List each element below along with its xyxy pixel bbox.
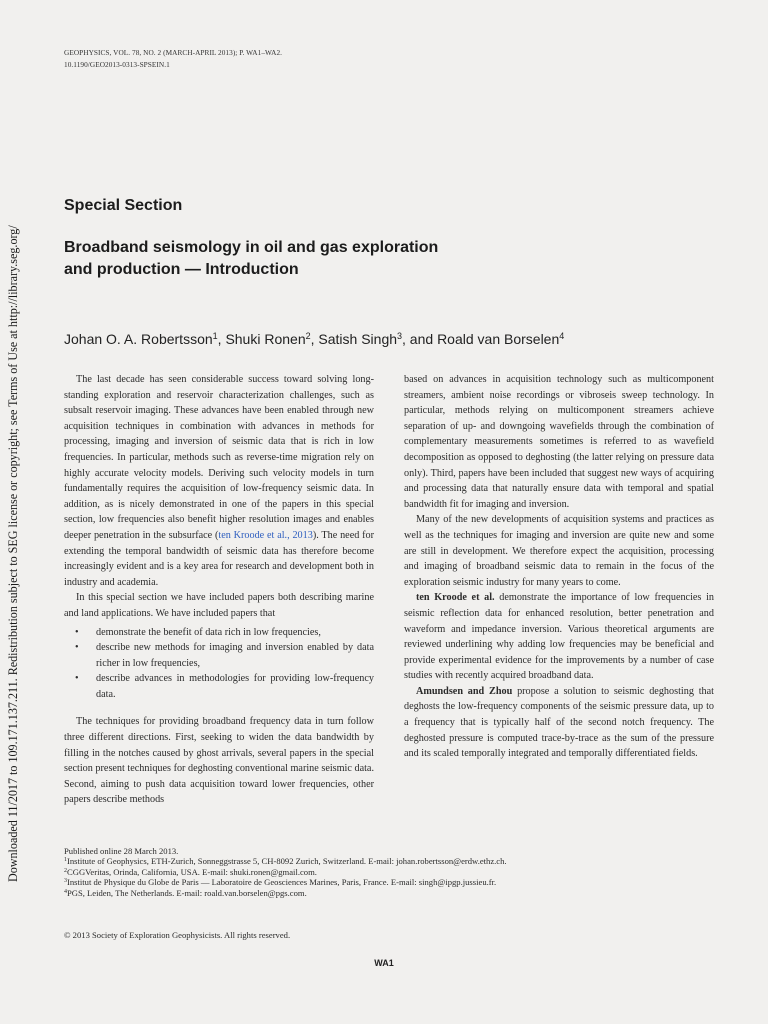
paragraph: The techniques for providing broadband frequency data in turn follow three different directions. First, seeking to widen the data bandwidth by filling in the notches caused by ghost arrivals, several papers in the special section present techniques for deghosting conventional marine seismic data. Second, aiming to push data acquisition toward lower frequencies, other papers describe methods	[64, 716, 374, 806]
footnote-mark: 1	[64, 857, 67, 864]
paragraph-text: ). The need for extending the temporal bandwidth of seismic data has therefore become increasingly evident and is a key area for research and development both in industry and academia.	[64, 529, 375, 588]
footnote	[64, 877, 724, 887]
publication-date: Published online 28 March 2013.	[64, 846, 179, 856]
paragraph	[404, 590, 714, 684]
citation-link[interactable]: ten Kroode et al., 2013	[218, 529, 313, 541]
author-name: Satish Singh	[318, 331, 398, 347]
download-notice-text: Downloaded 11/2017 to 109.171.137.211. Redistribution subject to SEG license or copyright; see Terms of Use at http://library.seg.org/	[6, 225, 20, 882]
bullet-marker: •	[75, 642, 79, 654]
journal-citation: GEOPHYSICS, VOL. 78, NO. 2 (MARCH-APRIL 2013); P. WA1–WA2.	[64, 48, 283, 57]
footnote-text: Institut de Physique du Globe de Paris — Laboratoire de Geosciences Marines, Paris, France. E-mail: singh@ipgp.jussieu.fr.	[67, 877, 497, 888]
footnotes	[64, 846, 724, 898]
paper-authors: Amundsen and Zhou	[416, 685, 513, 697]
author-list	[64, 331, 724, 347]
bullet-marker: •	[75, 626, 79, 638]
author-affiliation-mark: 2	[305, 331, 311, 341]
bullet-marker: •	[75, 673, 79, 685]
doi: 10.1190/GEO2013-0313-SPSEIN.1	[64, 60, 170, 69]
right-column	[404, 372, 714, 762]
author-name: Johan O. A. Robertsson	[64, 331, 213, 347]
paper-authors: ten Kroode et al.	[416, 592, 495, 604]
list-item	[64, 625, 374, 641]
paragraph: based on advances in acquisition technology such as multicomponent streamers, ambient noise recordings or vibroseis sweep technology. In particular, methods relying on multicomponent streamers achieve separation of up- and downgoing wavefields through the combination of complementary measurements sometimes is referred to as wavefield decomposition as opposed to deghosting (the latter relying on pressure data only). Third, papers have been included that suggest new ways of acquiring and processing data that naturally ensure data with temporal and spatial bandwidth fit for imaging and inversion.	[404, 374, 714, 510]
author-affiliation-mark: 3	[397, 331, 403, 341]
title-line-1: Broadband seismology in oil and gas exploration	[64, 239, 439, 256]
author-separator: , and	[402, 331, 438, 347]
footnote-text: PGS, Leiden, The Netherlands. E-mail: roald.van.borselen@pgs.com.	[67, 887, 307, 898]
paragraph: In this special section we have included papers both describing marine and land applications. We have included papers that	[64, 592, 374, 619]
paragraph-text: propose a solution to seismic deghosting that deghosts the low-frequency components of the seismic pressure data, up to a frequency that is typically half of the second notch frequency. The deghosted pressure is computed trace-by-trace as the sum of the pressure and its scaled temporally integrated and temporally differentiated fields.	[404, 685, 715, 760]
footnote-mark: 2	[64, 867, 67, 874]
paragraph	[64, 372, 374, 590]
list-item-text: describe new methods for imaging and inversion enabled by data richer in low frequencies,	[96, 642, 374, 669]
paragraph-text: demonstrate the importance of low frequencies in seismic reflection data for enhanced resolution, better penetration and waveform and impedance inversion. Various theoretical arguments are reviewed underlining why adding low frequencies may be beneficial and provide experimental evidence for the improvements by a number of case studies with recently acquired broadband data.	[404, 592, 714, 682]
download-notice	[3, 152, 23, 882]
paragraph: Many of the new developments of acquisition systems and practices as well as the techniques for imaging and inversion are quite new and some are still in development. We therefore expect the acquisition, processing and imaging of broadband seismic data to remain in the focus of the exploration seismic industry for many years to come.	[404, 514, 714, 588]
footnote	[64, 856, 724, 866]
copyright: © 2013 Society of Exploration Geophysicists. All rights reserved.	[64, 930, 291, 940]
left-column	[64, 372, 374, 808]
author-affiliation-mark: 1	[212, 331, 218, 341]
page-number: WA1	[374, 958, 394, 968]
list-item	[64, 640, 374, 671]
paragraph-text: The last decade has seen considerable success toward solving long-standing exploration and reservoir characterization challenges, such as subsalt reservoir imaging. These advances have been enabled through new acquisition techniques in combination with advances in methods for processing, imaging and inversion of seismic data that is rich in low frequencies. In particular, methods such as reverse-time migration rely on highly accurate velocity models. Deriving such velocity models in turn fundamentally requires the acquisition of low-frequency seismic data. In addition, as is nicely demonstrated in one of the papers in this special section, low frequencies also benefit higher resolution images and enables deeper penetration in the subsurface (	[64, 374, 374, 541]
footnote	[64, 867, 724, 877]
author-name: Shuki Ronen	[225, 331, 306, 347]
footnote-text: CGGVeritas, Orinda, California, USA. E-mail: shuki.ronen@gmail.com.	[67, 866, 317, 877]
footnote-mark: 3	[64, 878, 67, 885]
article-title	[64, 237, 684, 281]
paragraph	[404, 684, 714, 762]
footnote-text: Institute of Geophysics, ETH-Zurich, Sonneggstrasse 5, CH-8092 Zurich, Switzerland. E-mail: johan.robertsson@erdw.ethz.ch.	[67, 856, 507, 867]
list-item-text: demonstrate the benefit of data rich in low frequencies,	[96, 626, 321, 638]
list-item-text: describe advances in methodologies for providing low-frequency data.	[96, 673, 374, 700]
author-separator: ,	[310, 331, 319, 347]
section-label: Special Section	[64, 197, 183, 214]
author-separator: ,	[217, 331, 226, 347]
author-affiliation-mark: 4	[559, 331, 565, 341]
bullet-list	[64, 625, 374, 703]
journal-header	[64, 47, 282, 71]
title-line-2: and production — Introduction	[64, 261, 299, 278]
footnote	[64, 888, 724, 898]
author-name: Roald van Borselen	[437, 331, 560, 347]
footnote-mark: 4	[64, 888, 67, 895]
list-item	[64, 671, 374, 702]
